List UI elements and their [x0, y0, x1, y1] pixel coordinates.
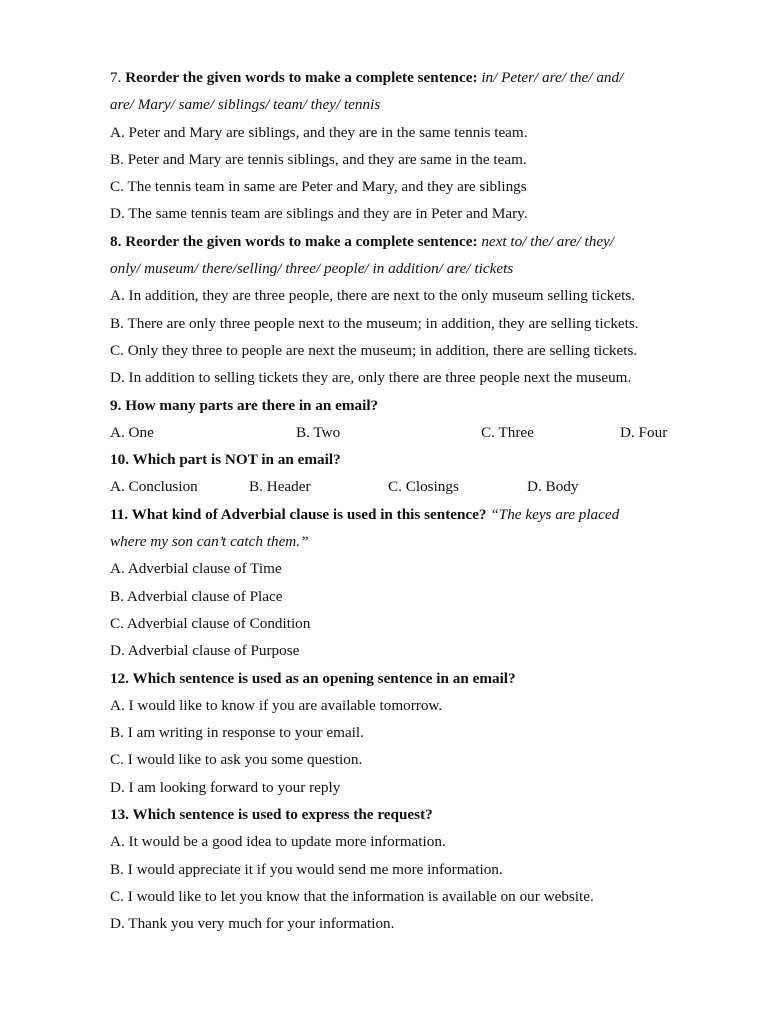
option: D. Thank you very much for your information.: [110, 915, 395, 933]
question-10-prompt: 10. Which part is NOT in an email?: [110, 451, 341, 469]
option: A. One: [110, 423, 154, 441]
option: C. The tennis team in same are Peter and Mary, and they are siblings: [110, 178, 527, 196]
option: B. Peter and Mary are tennis siblings, and they are same in the team.: [110, 150, 527, 168]
option-row: [110, 473, 710, 500]
question-text: 11. What kind of Adverbial clause is used in this sentence?: [110, 505, 487, 523]
question-13-prompt: 13. Which sentence is used to express the request?: [110, 806, 433, 824]
example-sentence-continued: where my son can’t catch them.”: [110, 533, 309, 551]
word-list-continued: are/ Mary/ same/ siblings/ team/ they/ tennis: [110, 96, 381, 114]
option: A. In addition, they are three people, there are next to the only museum selling tickets.: [110, 287, 636, 305]
option: B. I would appreciate it if you would send me more information.: [110, 860, 503, 878]
question-7-prompt: [110, 64, 710, 91]
option: A. It would be a good idea to update more information.: [110, 833, 446, 851]
question-text: Reorder the given words to make a complete sentence:: [125, 69, 478, 86]
option: A. I would like to know if you are available tomorrow.: [110, 696, 443, 714]
word-list: next to/ the/ are/ they/: [481, 232, 615, 250]
option: D. The same tennis team are siblings and they are in Peter and Mary.: [110, 205, 528, 223]
question-12-prompt: 12. Which sentence is used as an opening sentence in an email?: [110, 669, 516, 687]
option: C. I would like to ask you some question.: [110, 751, 363, 769]
option-row: [110, 419, 710, 446]
option: A. Conclusion: [110, 478, 198, 496]
word-list: in/ Peter/ are/ the/ and/: [481, 69, 624, 86]
option: C. Only they three to people are next the museum; in addition, there are selling tickets.: [110, 341, 638, 359]
question-text: Reorder the given words to make a complete sentence:: [125, 232, 478, 250]
option: B. Header: [249, 478, 311, 496]
example-sentence: “The keys are placed: [490, 505, 620, 523]
question-number: 8.: [110, 232, 122, 250]
option: B. Adverbial clause of Place: [110, 587, 283, 605]
option: B. I am writing in response to your email.: [110, 724, 364, 742]
option: A. Peter and Mary are siblings, and they are in the same tennis team.: [110, 123, 528, 141]
question-9-prompt: 9. How many parts are there in an email?: [110, 396, 379, 414]
option: C. I would like to let you know that the information is available on our website.: [110, 887, 594, 905]
option: C. Closings: [388, 478, 459, 496]
option: D. Adverbial clause of Purpose: [110, 642, 300, 660]
worksheet-page: [110, 64, 710, 938]
option: D. In addition to selling tickets they are, only there are three people next the museum.: [110, 369, 632, 387]
question-number: 7.: [110, 69, 122, 86]
option: B. There are only three people next to the museum; in addition, they are selling tickets.: [110, 314, 639, 332]
option: A. Adverbial clause of Time: [110, 560, 282, 578]
word-list-continued: only/ museum/ there/selling/ three/ people/ in addition/ are/ tickets: [110, 260, 514, 278]
option: D. Four: [620, 423, 668, 441]
option: D. Body: [527, 478, 579, 496]
option: C. Three: [481, 423, 534, 441]
question-11-prompt: [110, 501, 710, 528]
option: B. Two: [296, 423, 341, 441]
option: C. Adverbial clause of Condition: [110, 614, 311, 632]
question-8-prompt: [110, 228, 710, 255]
option: D. I am looking forward to your reply: [110, 778, 341, 796]
